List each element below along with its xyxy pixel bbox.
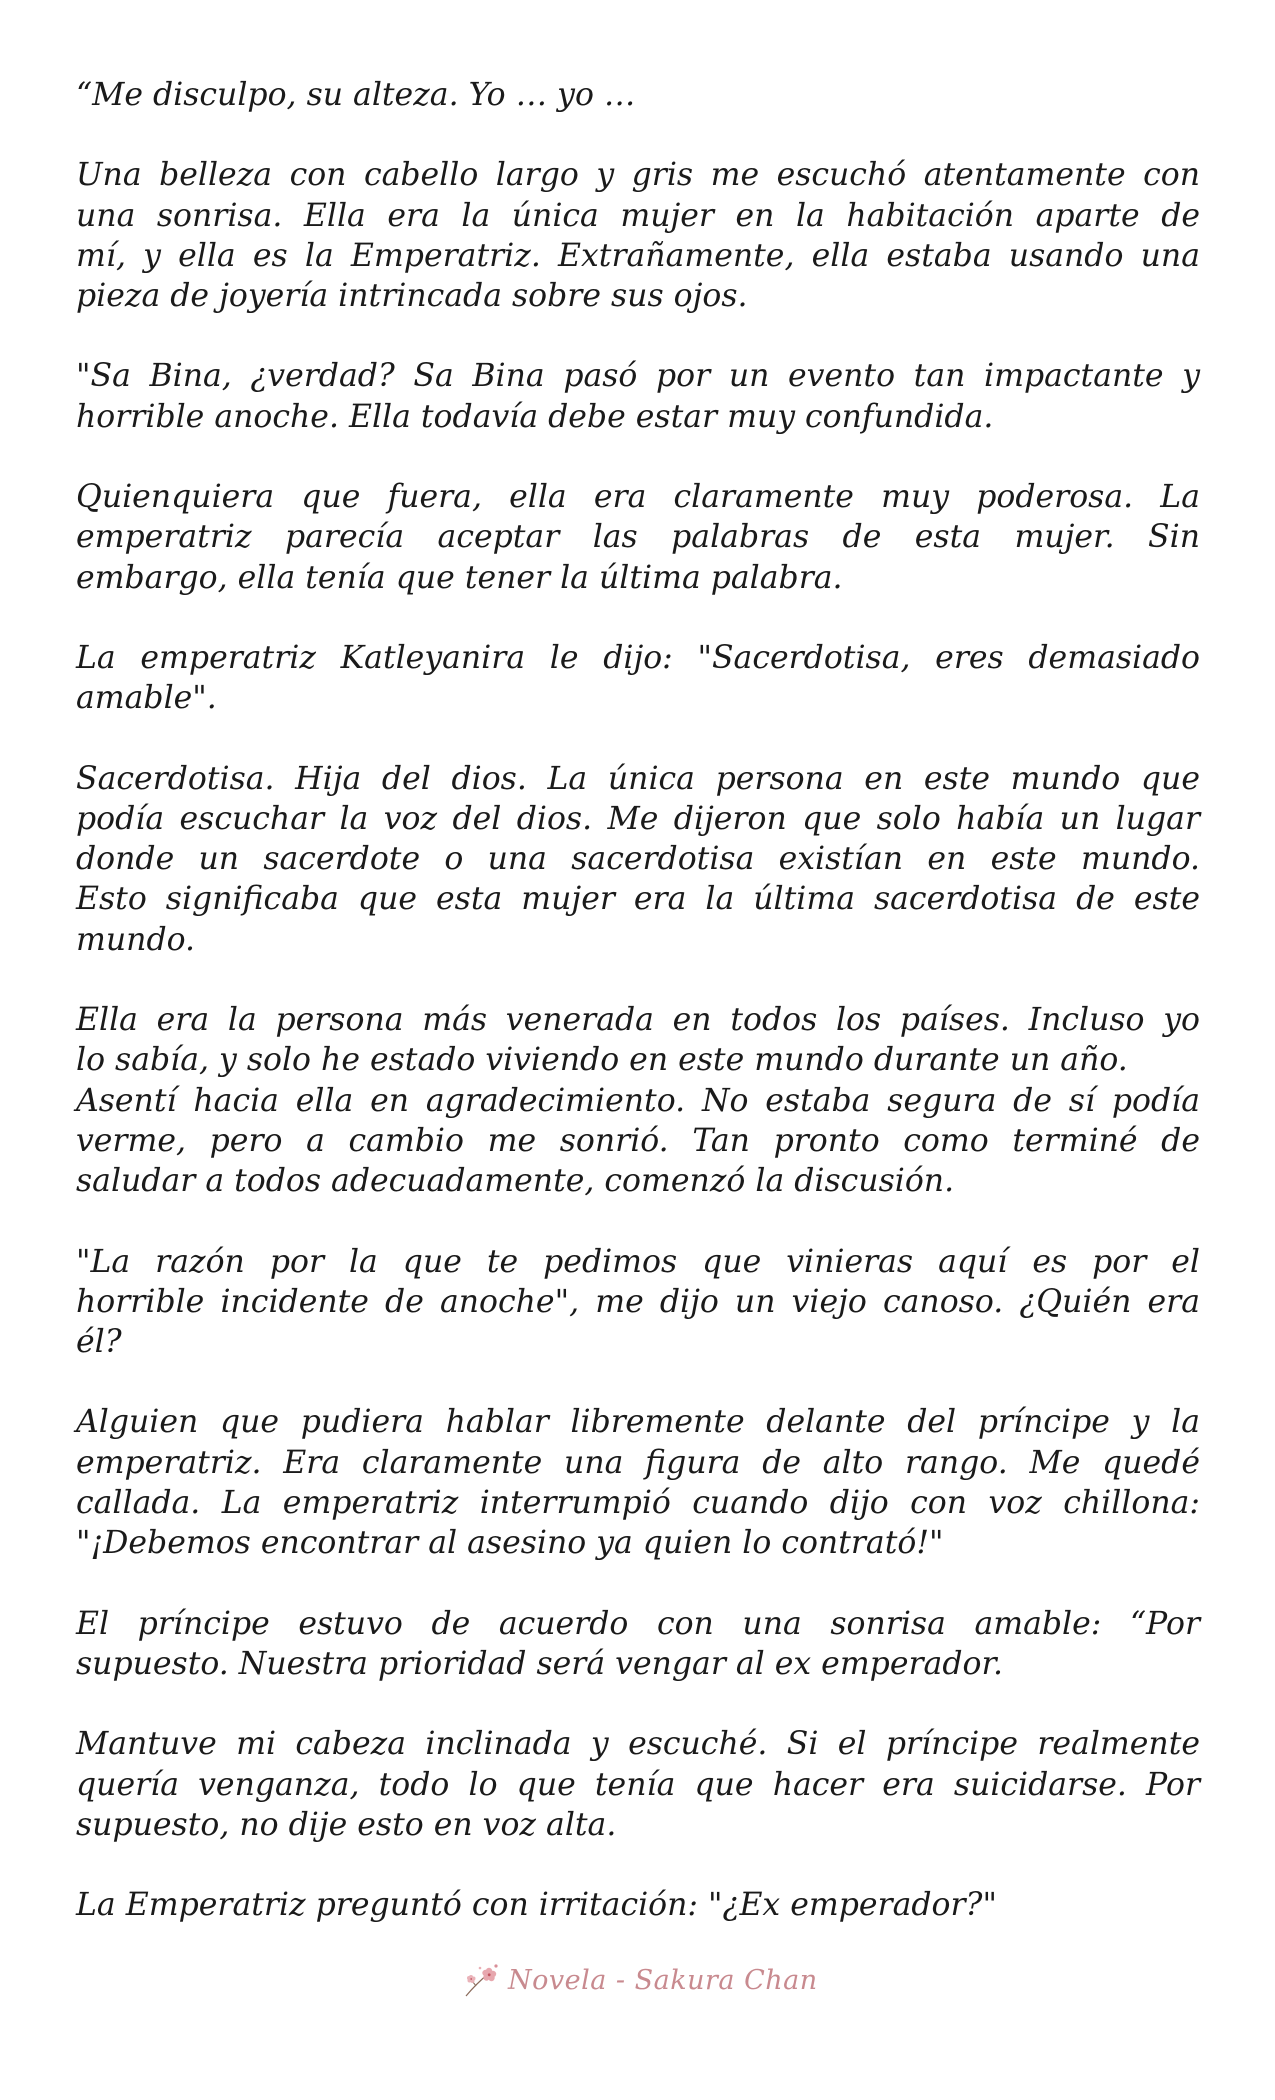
text-line: amable". [76,680,217,717]
text-line: Una belleza con cabello largo y gris me escuchó atentamente con [76,157,1200,194]
text-line: Quienquiera que fuera, ella era claramente muy poderosa. La [76,479,1200,516]
text-line: La emperatriz Katleyanira le dijo: "Sacerdotisa, eres demasiado [76,639,1200,676]
text-line: Esto significaba que esta mujer era la última sacerdotisa de este [76,881,1200,918]
text-line: una sonrisa. Ella era la única mujer en la habitación aparte de [76,197,1200,234]
text-line: emperatriz. Era claramente una figura de alto rango. Me quedé [76,1444,1200,1481]
watermark [462,1958,818,2002]
paragraph [76,759,1200,960]
text-line: horrible incidente de anoche", me dijo un viejo canoso. ¿Quién era [76,1283,1200,1320]
text-line: supuesto. Nuestra prioridad será vengar al ex emperador. [76,1645,1004,1682]
text-line: podía escuchar la voz del dios. Me dijeron que solo había un lugar [76,800,1200,837]
paragraph [76,356,1200,437]
text-line: mundo. [76,921,196,958]
text-line: "La razón por la que te pedimos que vinieras aquí es por el [76,1243,1200,1280]
text-line: él? [76,1324,122,1361]
text-line: El príncipe estuvo de acuerdo con una sonrisa amable: “Por [76,1605,1200,1642]
paragraph [76,1000,1200,1201]
text-line: pieza de joyería intrincada sobre sus ojos. [76,278,748,315]
paragraph [76,1604,1200,1685]
text-line: donde un sacerdote o una sacerdotisa existían en este mundo. [76,841,1200,878]
paragraph [76,477,1200,598]
story-text [76,75,1200,1965]
text-line: "Sa Bina, ¿verdad? Sa Bina pasó por un evento tan impactante y [76,358,1200,395]
text-line: supuesto, no dije esto en voz alta. [76,1806,617,1843]
text-line: Sacerdotisa. Hija del dios. La única persona en este mundo que [76,760,1200,797]
paragraph [76,155,1200,316]
text-line: "¡Debemos encontrar al asesino ya quien lo contrató!" [76,1525,944,1562]
paragraph [76,1402,1200,1563]
text-line: saludar a todos adecuadamente, comenzó la discusión. [76,1163,955,1200]
text-line: embargo, ella tenía que tener la última palabra. [76,559,843,596]
text-line: mí, y ella es la Emperatriz. Extrañamente, ella estaba usando una [76,237,1200,274]
paragraph [76,1724,1200,1845]
watermark-text: Novela - Sakura Chan [508,1964,818,1996]
paragraph [76,638,1200,719]
text-line: callada. La emperatriz interrumpió cuando dijo con voz chillona: [76,1485,1200,1522]
paragraph [76,1885,1200,1925]
text-line: “Me disculpo, su alteza. Yo … yo … [76,77,636,113]
text-line: Ella era la persona más venerada en todos los países. Incluso yo [76,1002,1200,1039]
text-line: Alguien que pudiera hablar libremente delante del príncipe y la [76,1404,1200,1441]
sakura-flower-icon [462,1960,502,2000]
paragraph [76,1242,1200,1363]
text-line: Mantuve mi cabeza inclinada y escuché. Si el príncipe realmente [76,1726,1200,1763]
text-line: Asentí hacia ella en agradecimiento. No estaba segura de sí podía [76,1082,1200,1119]
text-line: La Emperatriz preguntó con irritación: "¿Ex emperador?" [76,1887,997,1924]
text-line: emperatriz parecía aceptar las palabras de esta mujer. Sin [76,519,1200,556]
text-line: lo sabía, y solo he estado viviendo en este mundo durante un año. [76,1042,1128,1079]
text-line: verme, pero a cambio me sonrió. Tan pronto como terminé de [76,1122,1200,1159]
text-line: horrible anoche. Ella todavía debe estar muy confundida. [76,398,994,435]
paragraph [76,75,1200,115]
text-line: quería venganza, todo lo que tenía que hacer era suicidarse. Por [76,1766,1200,1803]
